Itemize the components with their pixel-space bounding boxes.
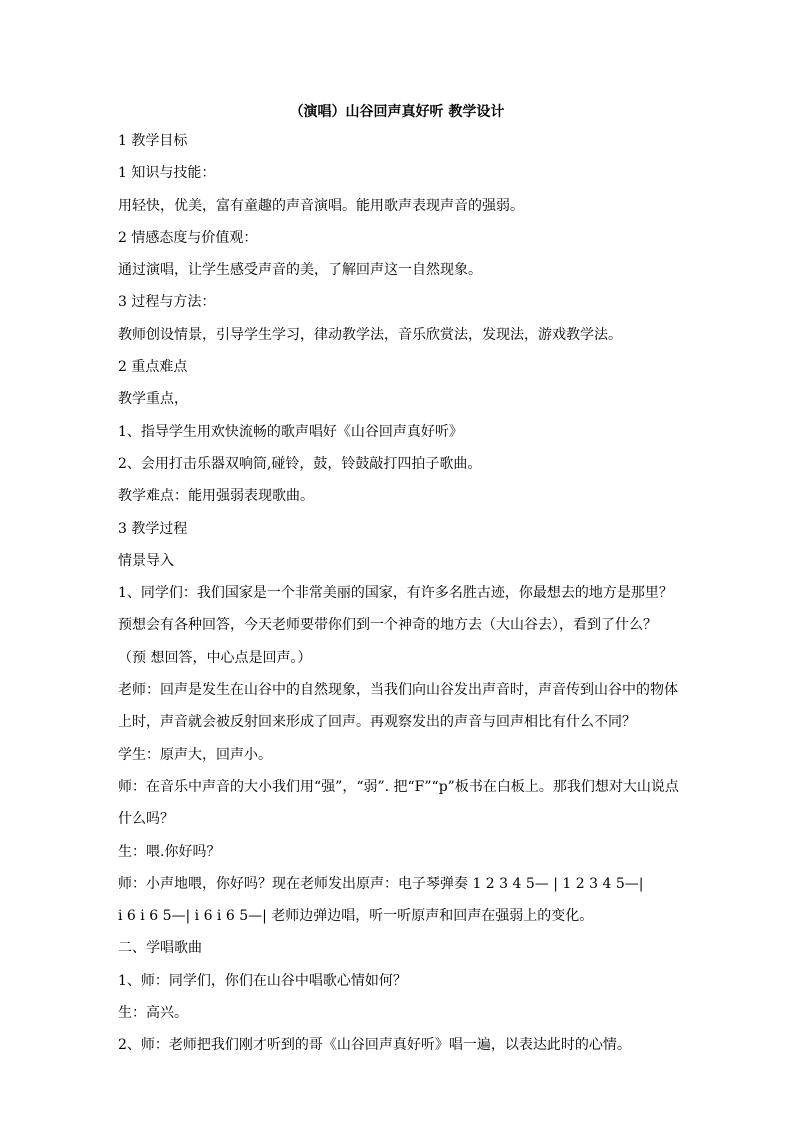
paragraph: 生：喂.你好吗？ (118, 843, 221, 860)
paragraph: 上时，声音就会被反射回来形成了回声。再观察发出的声音与回声相比有什么不同？ (118, 714, 636, 731)
paragraph: 什么吗？ (118, 811, 174, 828)
paragraph: 情景导入 (118, 552, 174, 569)
paragraph: 1 教学目标 (118, 133, 188, 149)
document-body (118, 131, 708, 1068)
document-title: （演唱）山谷回声真好听 教学设计 (289, 104, 505, 120)
paragraph: 教学重点， (118, 391, 188, 408)
paragraph: 教师创设情景，引导学生学习，律动教学法，音乐欣赏法，发现法，游戏教学法。 (118, 326, 622, 343)
paragraph: 老师：回声是发生在山谷中的自然现象，当我们向山谷发出声音时，声音传到山谷中的物体 (118, 682, 678, 699)
paragraph: i 6 i 6 5—| i 6 i 6 5—| 老师边弹边唱，听一听原声和回声在强弱上的变化。 (118, 908, 594, 925)
paragraph: 2、会用打击乐器双响筒,碰铃，鼓，铃鼓敲打四拍子歌曲。 (118, 455, 482, 472)
paragraph: 用轻快，优美，富有童趣的声音演唱。能用歌声表现声音的强弱。 (118, 197, 524, 214)
paragraph: 生：高兴。 (118, 1005, 188, 1022)
paragraph: 通过演唱，让学生感受声音的美，了解回声这一自然现象。 (118, 262, 482, 279)
paragraph: 3 教学过程 (118, 520, 188, 537)
paragraph: 二、学唱歌曲 (118, 940, 202, 957)
paragraph: 学生：原声大，回声小。 (118, 746, 272, 763)
paragraph: 2 情感态度与价值观： (118, 229, 258, 246)
paragraph: 2、师：老师把我们刚才听到的哥《山谷回声真好听》唱一遍，以表达此时的心情。 (118, 1037, 631, 1054)
paragraph: 师：小声地喂，你好吗？现在老师发出原声：电子琴弹奏 1 2 3 4 5— | 1 2 3 4 5—| (118, 875, 644, 892)
paragraph: 1、同学们：我们国家是一个非常美丽的国家，有许多名胜古迹，你最想去的地方是那里？ (118, 585, 673, 602)
paragraph: 师：在音乐中声音的大小我们用“强”，“弱”. 把“F”“p”板书在白板上。那我们想对大山说点 (118, 778, 679, 795)
paragraph: 预想会有各种回答，今天老师要带你们到一个神奇的地方去（大山谷去），看到了什么？ (118, 617, 657, 634)
paragraph: （预 想回答，中心点是回声。） (118, 649, 312, 666)
paragraph: 教学难点：能用强弱表现歌曲。 (118, 488, 314, 505)
paragraph: 3 过程与方法： (118, 294, 216, 311)
paragraph: 1 知识与技能： (118, 165, 216, 182)
paragraph: 1、师：同学们，你们在山谷中唱歌心情如何？ (118, 972, 407, 989)
paragraph: 1、指导学生用欢快流畅的歌声唱好《山谷回声真好听》 (118, 423, 463, 440)
paragraph: 2 重点难点 (118, 359, 188, 376)
